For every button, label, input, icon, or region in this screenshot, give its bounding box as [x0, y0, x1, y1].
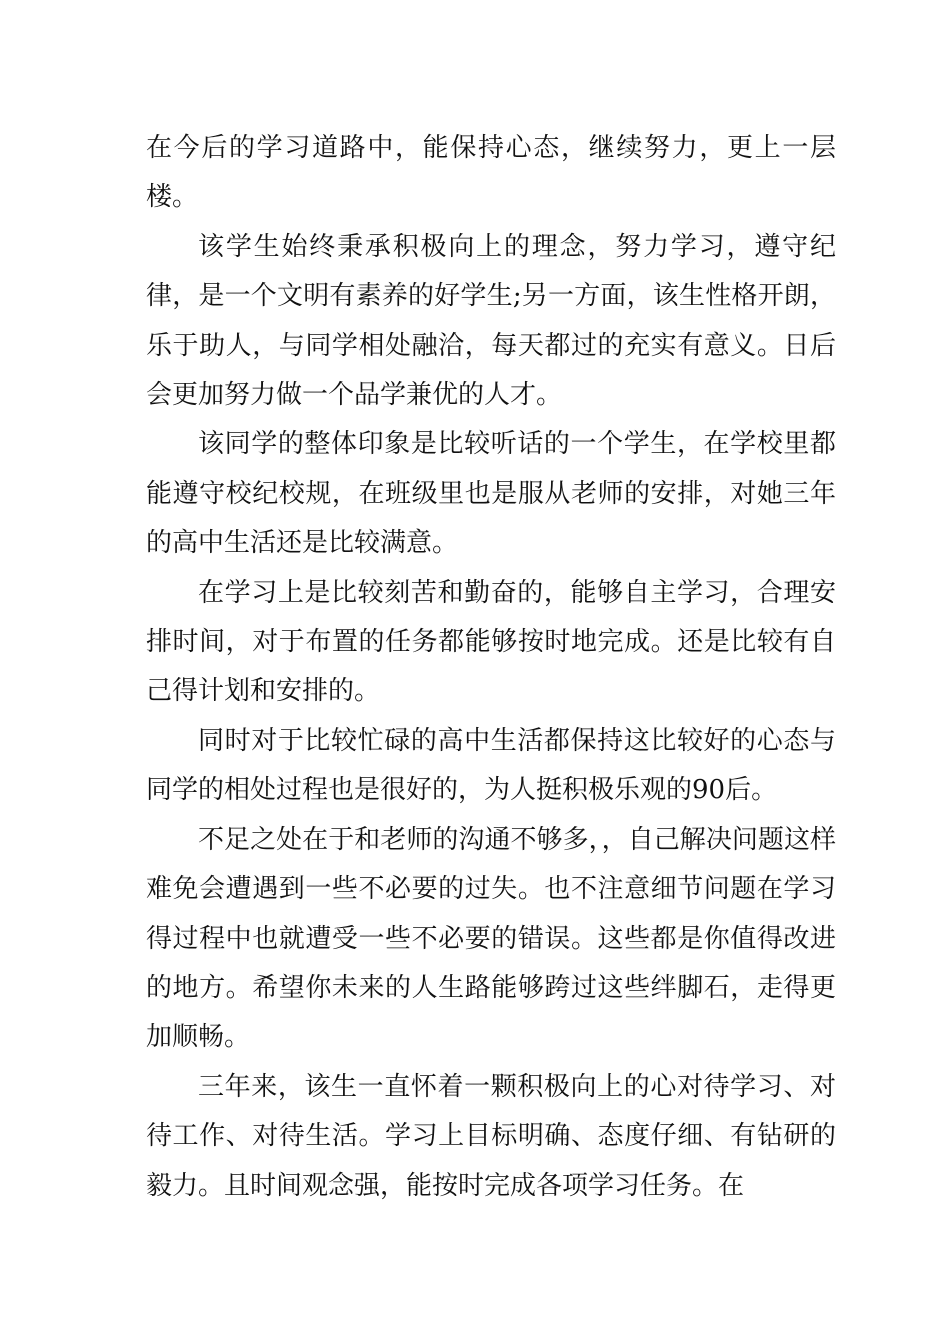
- paragraph-7: 三年来，该生一直怀着一颗积极向上的心对待学习、对待工作、对待生活。学习上目标明确、态度仔细、有钻研的毅力。且时间观念强，能按时完成各项学习任务。在: [146, 1071, 836, 1201]
- document-page: [146, 124, 836, 1211]
- paragraph-1: 在今后的学习道路中，能保持心态，继续努力，更上一层楼。: [146, 133, 836, 213]
- paragraph-4: 在学习上是比较刻苦和勤奋的，能够自主学习，合理安排时间，对于布置的任务都能够按时地完成。还是比较有自己得计划和安排的。: [146, 577, 836, 707]
- paragraph-6: 不足之处在于和老师的沟通不够多，，自己解决问题这样难免会遭遇到一些不必要的过失。也不注意细节问题在学习得过程中也就遭受一些不必要的错误。这些都是你值得改进的地方。希望你未来的人生路能够跨过这些绊脚石，走得更加顺畅。: [146, 824, 836, 1053]
- paragraph-3: 该同学的整体印象是比较听话的一个学生，在学校里都能遵守校纪校规，在班级里也是服从老师的安排，对她三年的高中生活还是比较满意。: [146, 429, 836, 559]
- paragraph-2: 该学生始终秉承积极向上的理念，努力学习，遵守纪律，是一个文明有素养的好学生;另一方面，该生性格开朗，乐于助人，与同学相处融洽，每天都过的充实有意义。日后会更加努力做一个品学兼优的人才。: [146, 231, 836, 411]
- paragraph-5: 同时对于比较忙碌的高中生活都保持这比较好的心态与同学的相处过程也是很好的，为人挺积极乐观的90后。: [146, 725, 836, 806]
